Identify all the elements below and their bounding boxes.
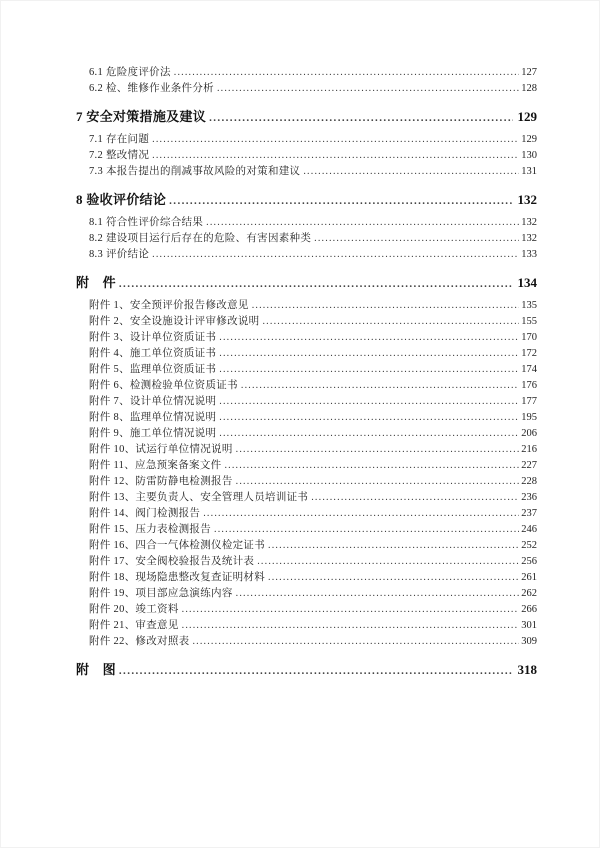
toc-page-number: 132 xyxy=(517,192,537,207)
toc-entry xyxy=(76,553,537,569)
toc-leader-dots xyxy=(262,316,519,327)
toc-entry-label: 附件 20、竣工资料 xyxy=(89,604,179,615)
toc-leader-dots xyxy=(268,540,519,551)
toc-entry xyxy=(76,457,537,473)
toc-entry xyxy=(76,230,537,246)
toc-leader-dots xyxy=(236,588,520,599)
toc-heading xyxy=(76,659,537,678)
toc-entry-label: 7.1 存在问题 xyxy=(89,134,150,145)
toc-leader-dots xyxy=(182,604,520,615)
toc-leader-dots xyxy=(241,380,519,391)
toc-entry xyxy=(76,409,537,425)
toc-entry-label: 附 图 xyxy=(76,662,116,677)
toc-entry-label: 附件 4、施工单位资质证书 xyxy=(89,348,217,359)
toc-entry-label: 附件 10、试运行单位情况说明 xyxy=(89,444,233,455)
toc-leader-dots xyxy=(119,275,513,291)
toc-entry-label: 7.3 本报告提出的削减事故风险的对策和建议 xyxy=(89,166,301,177)
toc-entry xyxy=(76,246,537,262)
toc-entry-label: 附件 14、阀门检测报告 xyxy=(89,508,201,519)
toc-entry xyxy=(76,569,537,585)
toc-page-number: 134 xyxy=(517,275,537,290)
toc-entry-label: 附件 11、应急预案备案文件 xyxy=(89,460,222,471)
toc-heading xyxy=(76,189,537,208)
toc-leader-dots xyxy=(152,150,519,161)
toc-page-number: 176 xyxy=(521,380,537,391)
toc-leader-dots xyxy=(217,83,519,94)
toc-entry-label: 附 件 xyxy=(76,275,116,290)
toc-page-number: 318 xyxy=(517,662,537,677)
toc-page-number: 130 xyxy=(521,150,537,161)
toc-page-number: 236 xyxy=(521,492,537,503)
toc-leader-dots xyxy=(236,444,520,455)
toc-entry xyxy=(76,473,537,489)
toc-entry-label: 附件 5、监理单位资质证书 xyxy=(89,364,217,375)
toc-entry-label: 8.1 符合性评价综合结果 xyxy=(89,217,204,228)
toc-page-number: 132 xyxy=(521,233,537,244)
toc-entry xyxy=(76,633,537,649)
toc-entry-label: 6.1 危险度评价法 xyxy=(89,67,171,78)
toc-entry xyxy=(76,377,537,393)
toc-entry-label: 附件 3、设计单位资质证书 xyxy=(89,332,217,343)
toc-page-number: 155 xyxy=(521,316,537,327)
toc-leader-dots xyxy=(268,572,519,583)
toc-entry-label: 附件 7、设计单位情况说明 xyxy=(89,396,217,407)
toc-leader-dots xyxy=(209,109,512,125)
toc-entry xyxy=(76,361,537,377)
toc-entry-label: 7 安全对策措施及建议 xyxy=(76,109,207,124)
toc-page-number: 262 xyxy=(521,588,537,599)
toc-heading xyxy=(76,272,537,291)
toc-page-number: 177 xyxy=(521,396,537,407)
toc-leader-dots xyxy=(314,233,519,244)
toc-leader-dots xyxy=(311,492,519,503)
toc-entry xyxy=(76,537,537,553)
toc-entry-label: 附件 18、现场隐患整改复查证明材料 xyxy=(89,572,266,583)
toc-page-number: 133 xyxy=(521,249,537,260)
toc-entry-label: 附件 9、施工单位情况说明 xyxy=(89,428,217,439)
toc-entry xyxy=(76,163,537,179)
toc-entry-label: 8.3 评价结论 xyxy=(89,249,150,260)
toc-entry-label: 附件 21、审查意见 xyxy=(89,620,179,631)
toc-page-number: 129 xyxy=(517,109,537,124)
toc-page-number: 172 xyxy=(521,348,537,359)
toc-page-number: 131 xyxy=(521,166,537,177)
toc-leader-dots xyxy=(152,134,519,145)
toc-page-number: 170 xyxy=(521,332,537,343)
table-of-contents xyxy=(1,1,599,678)
toc-entry xyxy=(76,425,537,441)
toc-page-number: 246 xyxy=(521,524,537,535)
toc-entry-label: 8 验收评价结论 xyxy=(76,192,167,207)
toc-page-number: 174 xyxy=(521,364,537,375)
toc-entry-label: 附件 1、安全预评价报告修改意见 xyxy=(89,300,249,311)
toc-leader-dots xyxy=(236,476,520,487)
toc-page-number: 266 xyxy=(521,604,537,615)
toc-entry-label: 附件 12、防雷防静电检测报告 xyxy=(89,476,233,487)
toc-leader-dots xyxy=(206,217,519,228)
toc-page-number: 127 xyxy=(521,67,537,78)
toc-leader-dots xyxy=(192,636,519,647)
toc-entry-label: 附件 2、安全设施设计评审修改说明 xyxy=(89,316,260,327)
toc-entry-label: 附件 17、安全阀校验报告及统计表 xyxy=(89,556,255,567)
toc-leader-dots xyxy=(219,396,519,407)
toc-entry-label: 附件 16、四合一气体检测仪检定证书 xyxy=(89,540,266,551)
toc-entry xyxy=(76,393,537,409)
toc-entry xyxy=(76,80,537,96)
toc-page-number: 228 xyxy=(521,476,537,487)
toc-entry xyxy=(76,214,537,230)
toc-entry-label: 6.2 检、维修作业条件分析 xyxy=(89,83,214,94)
toc-page-number: 206 xyxy=(521,428,537,439)
toc-leader-dots xyxy=(214,524,519,535)
toc-leader-dots xyxy=(219,364,519,375)
toc-leader-dots xyxy=(169,192,512,208)
toc-leader-dots xyxy=(224,460,519,471)
toc-entry-label: 7.2 整改情况 xyxy=(89,150,150,161)
toc-page-number: 135 xyxy=(521,300,537,311)
toc-entry-label: 附件 19、项目部应急演练内容 xyxy=(89,588,233,599)
toc-leader-dots xyxy=(219,412,519,423)
toc-entry xyxy=(76,131,537,147)
toc-entry xyxy=(76,147,537,163)
toc-entry xyxy=(76,297,537,313)
toc-page-number: 227 xyxy=(521,460,537,471)
toc-leader-dots xyxy=(152,249,519,260)
toc-leader-dots xyxy=(219,428,519,439)
toc-entry xyxy=(76,489,537,505)
toc-leader-dots xyxy=(182,620,520,631)
toc-leader-dots xyxy=(303,166,519,177)
toc-entry xyxy=(76,617,537,633)
toc-entry xyxy=(76,313,537,329)
toc-page-number: 252 xyxy=(521,540,537,551)
toc-entry xyxy=(76,585,537,601)
toc-entry xyxy=(76,505,537,521)
toc-page-number: 129 xyxy=(521,134,537,145)
toc-leader-dots xyxy=(219,348,519,359)
toc-entry xyxy=(76,521,537,537)
toc-entry xyxy=(76,441,537,457)
toc-page-number: 128 xyxy=(521,83,537,94)
toc-page-number: 216 xyxy=(521,444,537,455)
toc-heading xyxy=(76,106,537,125)
toc-leader-dots xyxy=(203,508,519,519)
toc-leader-dots xyxy=(219,332,519,343)
toc-entry-label: 8.2 建设项目运行后存在的危险、有害因素种类 xyxy=(89,233,312,244)
toc-entry xyxy=(76,64,537,80)
toc-entry-label: 附件 22、修改对照表 xyxy=(89,636,190,647)
toc-entry-label: 附件 6、检测检验单位资质证书 xyxy=(89,380,238,391)
toc-entry xyxy=(76,329,537,345)
toc-entry xyxy=(76,345,537,361)
toc-entry-label: 附件 15、压力表检测报告 xyxy=(89,524,212,535)
toc-page-number: 309 xyxy=(521,636,537,647)
toc-page-number: 256 xyxy=(521,556,537,567)
toc-leader-dots xyxy=(119,662,513,678)
toc-page-number: 195 xyxy=(521,412,537,423)
toc-leader-dots xyxy=(257,556,519,567)
toc-page-number: 237 xyxy=(521,508,537,519)
toc-page-number: 301 xyxy=(521,620,537,631)
toc-page-number: 261 xyxy=(521,572,537,583)
toc-leader-dots xyxy=(174,67,520,78)
toc-page-number: 132 xyxy=(521,217,537,228)
toc-entry-label: 附件 8、监理单位情况说明 xyxy=(89,412,217,423)
toc-entry xyxy=(76,601,537,617)
toc-entry-label: 附件 13、主要负责人、安全管理人员培训证书 xyxy=(89,492,309,503)
toc-leader-dots xyxy=(252,300,520,311)
